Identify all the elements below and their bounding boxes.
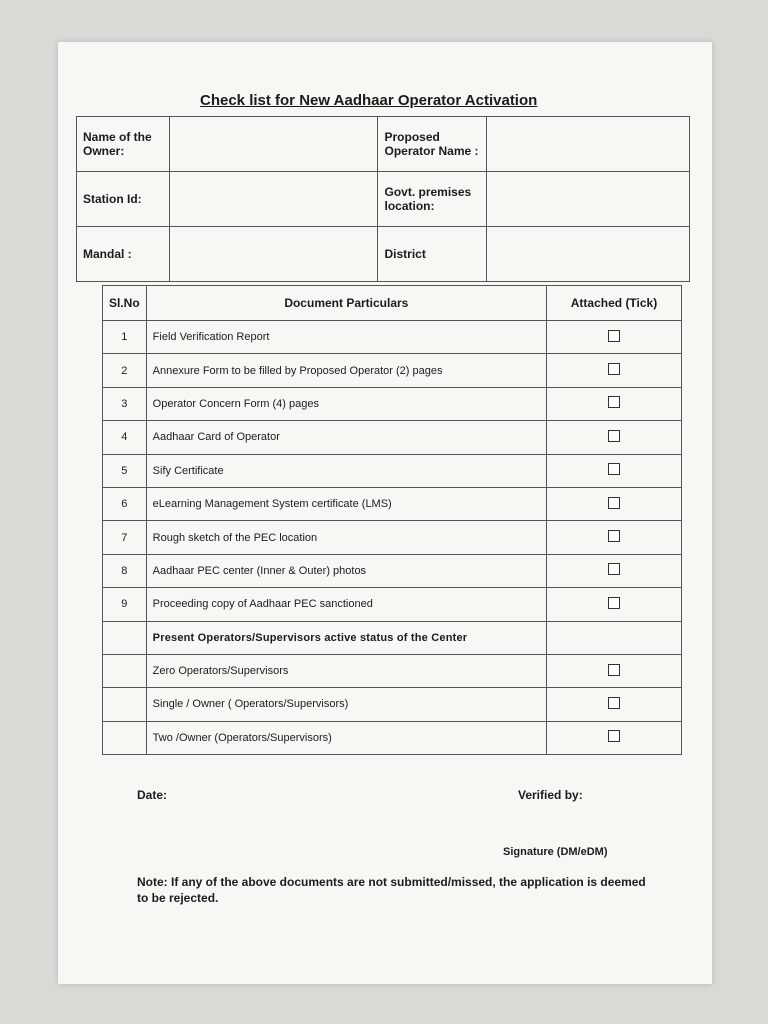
table-row bbox=[103, 354, 682, 387]
document-name: Rough sketch of the PEC location bbox=[146, 521, 546, 554]
table-row bbox=[103, 721, 682, 754]
document-checklist-table bbox=[102, 285, 682, 755]
particulars-header: Document Particulars bbox=[146, 286, 546, 321]
mandal-field[interactable] bbox=[169, 227, 378, 282]
operator-name-field[interactable] bbox=[487, 117, 690, 172]
tick-checkbox[interactable] bbox=[608, 463, 620, 475]
tick-checkbox[interactable] bbox=[608, 730, 620, 742]
premises-location-label: Govt. premises location: bbox=[378, 172, 487, 227]
station-id-label: Station Id: bbox=[77, 172, 170, 227]
document-name: Annexure Form to be filled by Proposed Operator (2) pages bbox=[146, 354, 546, 387]
rejection-note: Note: If any of the above documents are not submitted/missed, the application is deemed to be rejected. bbox=[137, 875, 646, 905]
page-title: Check list for New Aadhaar Operator Activation bbox=[200, 92, 538, 109]
document-name: Sify Certificate bbox=[146, 454, 546, 487]
table-row bbox=[103, 521, 682, 554]
row-number: 9 bbox=[103, 588, 147, 621]
tick-checkbox[interactable] bbox=[608, 430, 620, 442]
row-number: 6 bbox=[103, 487, 147, 520]
station-id-field[interactable] bbox=[169, 172, 378, 227]
table-row bbox=[103, 654, 682, 687]
operator-name-label: Proposed Operator Name : bbox=[378, 117, 487, 172]
tick-checkbox[interactable] bbox=[608, 697, 620, 709]
row-number: 5 bbox=[103, 454, 147, 487]
document-name: Operator Concern Form (4) pages bbox=[146, 387, 546, 420]
district-field[interactable] bbox=[487, 227, 690, 282]
row-number: 7 bbox=[103, 521, 147, 554]
tick-checkbox[interactable] bbox=[608, 396, 620, 408]
tick-checkbox[interactable] bbox=[608, 563, 620, 575]
tick-checkbox[interactable] bbox=[608, 664, 620, 676]
signature-label: Signature (DM/eDM) bbox=[503, 846, 608, 858]
table-row bbox=[103, 554, 682, 587]
tick-checkbox[interactable] bbox=[608, 597, 620, 609]
document-name: Proceeding copy of Aadhaar PEC sanctioned bbox=[146, 588, 546, 621]
document-name: eLearning Management System certificate (LMS) bbox=[146, 487, 546, 520]
document-name: Field Verification Report bbox=[146, 321, 546, 354]
row-number: 2 bbox=[103, 354, 147, 387]
row-number: 4 bbox=[103, 421, 147, 454]
row-number: 3 bbox=[103, 387, 147, 420]
tick-checkbox[interactable] bbox=[608, 530, 620, 542]
status-option: Zero Operators/Supervisors bbox=[146, 654, 546, 687]
status-option: Single / Owner ( Operators/Supervisors) bbox=[146, 688, 546, 721]
status-section-title: Present Operators/Supervisors active status of the Center bbox=[146, 621, 546, 654]
premises-location-field[interactable] bbox=[487, 172, 690, 227]
operator-info-table bbox=[76, 116, 690, 282]
owner-field[interactable] bbox=[169, 117, 378, 172]
sno-header: Sl.No bbox=[103, 286, 147, 321]
date-label: Date: bbox=[137, 788, 168, 802]
mandal-label: Mandal : bbox=[77, 227, 170, 282]
district-label: District bbox=[378, 227, 487, 282]
verified-by-label: Verified by: bbox=[518, 788, 583, 802]
table-row bbox=[103, 421, 682, 454]
owner-label: Name of the Owner: bbox=[77, 117, 170, 172]
tick-checkbox[interactable] bbox=[608, 330, 620, 342]
attached-header: Attached (Tick) bbox=[547, 286, 682, 321]
document-name: Aadhaar PEC center (Inner & Outer) photos bbox=[146, 554, 546, 587]
table-row bbox=[103, 321, 682, 354]
status-option: Two /Owner (Operators/Supervisors) bbox=[146, 721, 546, 754]
table-row bbox=[103, 454, 682, 487]
table-row bbox=[103, 588, 682, 621]
row-number: 8 bbox=[103, 554, 147, 587]
section-row bbox=[103, 621, 682, 654]
tick-checkbox[interactable] bbox=[608, 363, 620, 375]
row-number: 1 bbox=[103, 321, 147, 354]
table-row bbox=[103, 487, 682, 520]
table-row bbox=[103, 387, 682, 420]
document-name: Aadhaar Card of Operator bbox=[146, 421, 546, 454]
tick-checkbox[interactable] bbox=[608, 497, 620, 509]
table-row bbox=[103, 688, 682, 721]
